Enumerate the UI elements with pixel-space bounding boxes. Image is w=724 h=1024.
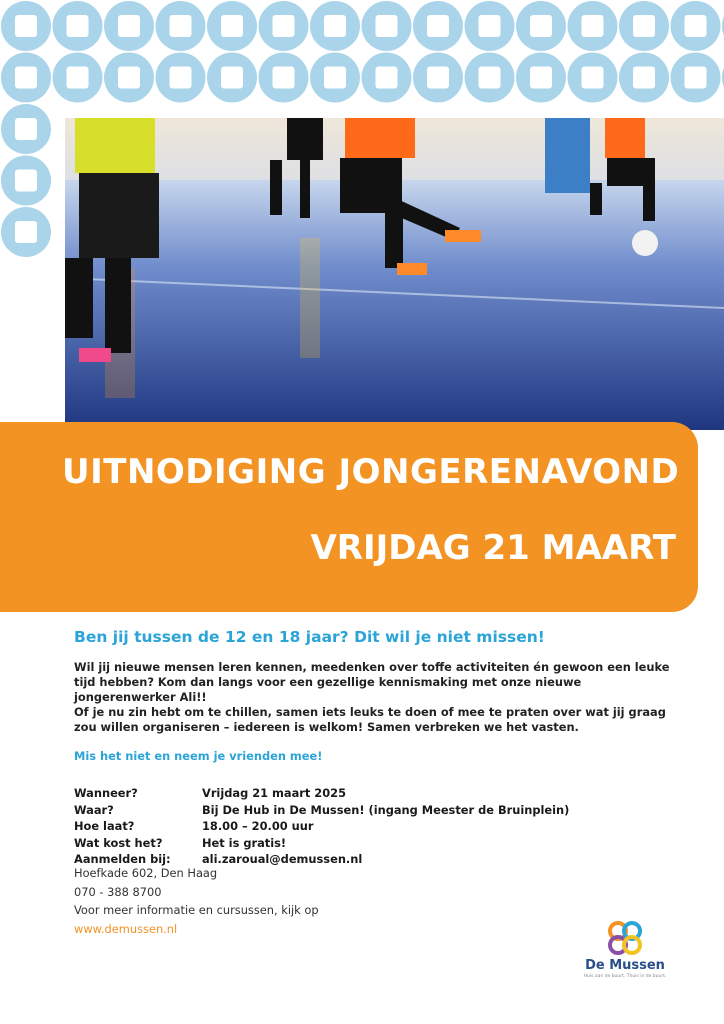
- main-content: [74, 628, 674, 868]
- pattern-ring: [413, 53, 463, 103]
- pattern-ring: [465, 1, 515, 51]
- detail-label: Wanneer?: [74, 786, 138, 800]
- orange-banner: [0, 422, 698, 612]
- logo-tagline: Huis aan de buurt. Thuis in de buurt.: [583, 974, 667, 979]
- de-mussen-logo: [580, 920, 670, 990]
- pattern-ring: [568, 53, 618, 103]
- pattern-ring: [156, 53, 206, 103]
- pattern-ring: [207, 1, 257, 51]
- detail-label: Aanmelden bij:: [74, 852, 171, 866]
- pattern-ring: [362, 53, 412, 103]
- headline: Ben jij tussen de 12 en 18 jaar? Dit wil je niet missen!: [74, 628, 545, 646]
- pattern-ring: [1, 207, 51, 257]
- pattern-ring: [1, 104, 51, 154]
- pattern-ring: [104, 1, 154, 51]
- pattern-ring: [104, 53, 154, 103]
- phone-number: 070 - 388 8700: [74, 884, 162, 899]
- address: Hoefkade 602, Den Haag: [74, 866, 218, 880]
- pattern-ring: [1, 1, 51, 51]
- pattern-ring: [671, 53, 721, 103]
- pattern-ring: [310, 53, 360, 103]
- banner-date: VRIJDAG 21 MAART: [310, 528, 676, 568]
- pattern-ring: [53, 53, 103, 103]
- more-info-text: Voor meer informatie en cursussen, kijk op: [74, 903, 319, 917]
- detail-row-when: [74, 785, 674, 802]
- body-paragraph-1: Wil jij nieuwe mensen leren kennen, meedenken over toffe activiteiten én gewoon een leuke tijd hebben? Kom dan langs voor een gezellige kennismaking met onze nieuwe jongerenwerker Ali!!: [74, 660, 670, 704]
- pattern-ring: [259, 53, 309, 103]
- pattern-ring: [259, 1, 309, 51]
- clover-logo-icon: [607, 920, 643, 956]
- pattern-ring: [516, 53, 566, 103]
- pattern-ring: [1, 156, 51, 206]
- pattern-ring: [1, 53, 51, 103]
- detail-value: Vrijdag 21 maart 2025: [202, 786, 346, 800]
- pattern-ring: [207, 53, 257, 103]
- pattern-ring: [619, 1, 669, 51]
- tagline: Mis het niet en neem je vrienden mee!: [74, 749, 323, 763]
- detail-label: Hoe laat?: [74, 819, 135, 833]
- pattern-ring: [671, 1, 721, 51]
- pattern-ring: [516, 1, 566, 51]
- detail-label: Waar?: [74, 802, 114, 817]
- detail-value: Het is gratis!: [202, 835, 287, 850]
- banner-title: UITNODIGING JONGERENAVOND: [62, 452, 680, 492]
- detail-label: Wat kost het?: [74, 835, 163, 850]
- pattern-ring: [53, 1, 103, 51]
- website-link[interactable]: www.demussen.nl: [74, 921, 178, 936]
- pattern-ring: [465, 53, 515, 103]
- detail-value: Bij De Hub in De Mussen! (ingang Meester de Bruinplein): [202, 802, 570, 817]
- pattern-ring: [310, 1, 360, 51]
- contact-info: [74, 864, 319, 938]
- event-details: [74, 785, 674, 868]
- logo-name: De Mussen: [585, 958, 665, 973]
- futsal-photo: [65, 118, 724, 430]
- detail-row-where: [74, 802, 674, 819]
- body-text: [74, 660, 674, 735]
- signup-email-link[interactable]: ali.zaroual@demussen.nl: [202, 852, 363, 866]
- detail-value: 18.00 – 20.00 uur: [202, 819, 314, 833]
- pattern-ring: [619, 53, 669, 103]
- detail-row-cost: [74, 835, 674, 852]
- pattern-ring: [568, 1, 618, 51]
- pattern-ring: [362, 1, 412, 51]
- pattern-ring: [413, 1, 463, 51]
- body-paragraph-2: Of je nu zin hebt om te chillen, samen iets leuks te doen of mee te praten over wat jij graag zou willen organiseren – iedereen is welkom! Samen verbreken we het vasten.: [74, 705, 666, 734]
- detail-row-time: [74, 818, 674, 835]
- pattern-ring: [156, 1, 206, 51]
